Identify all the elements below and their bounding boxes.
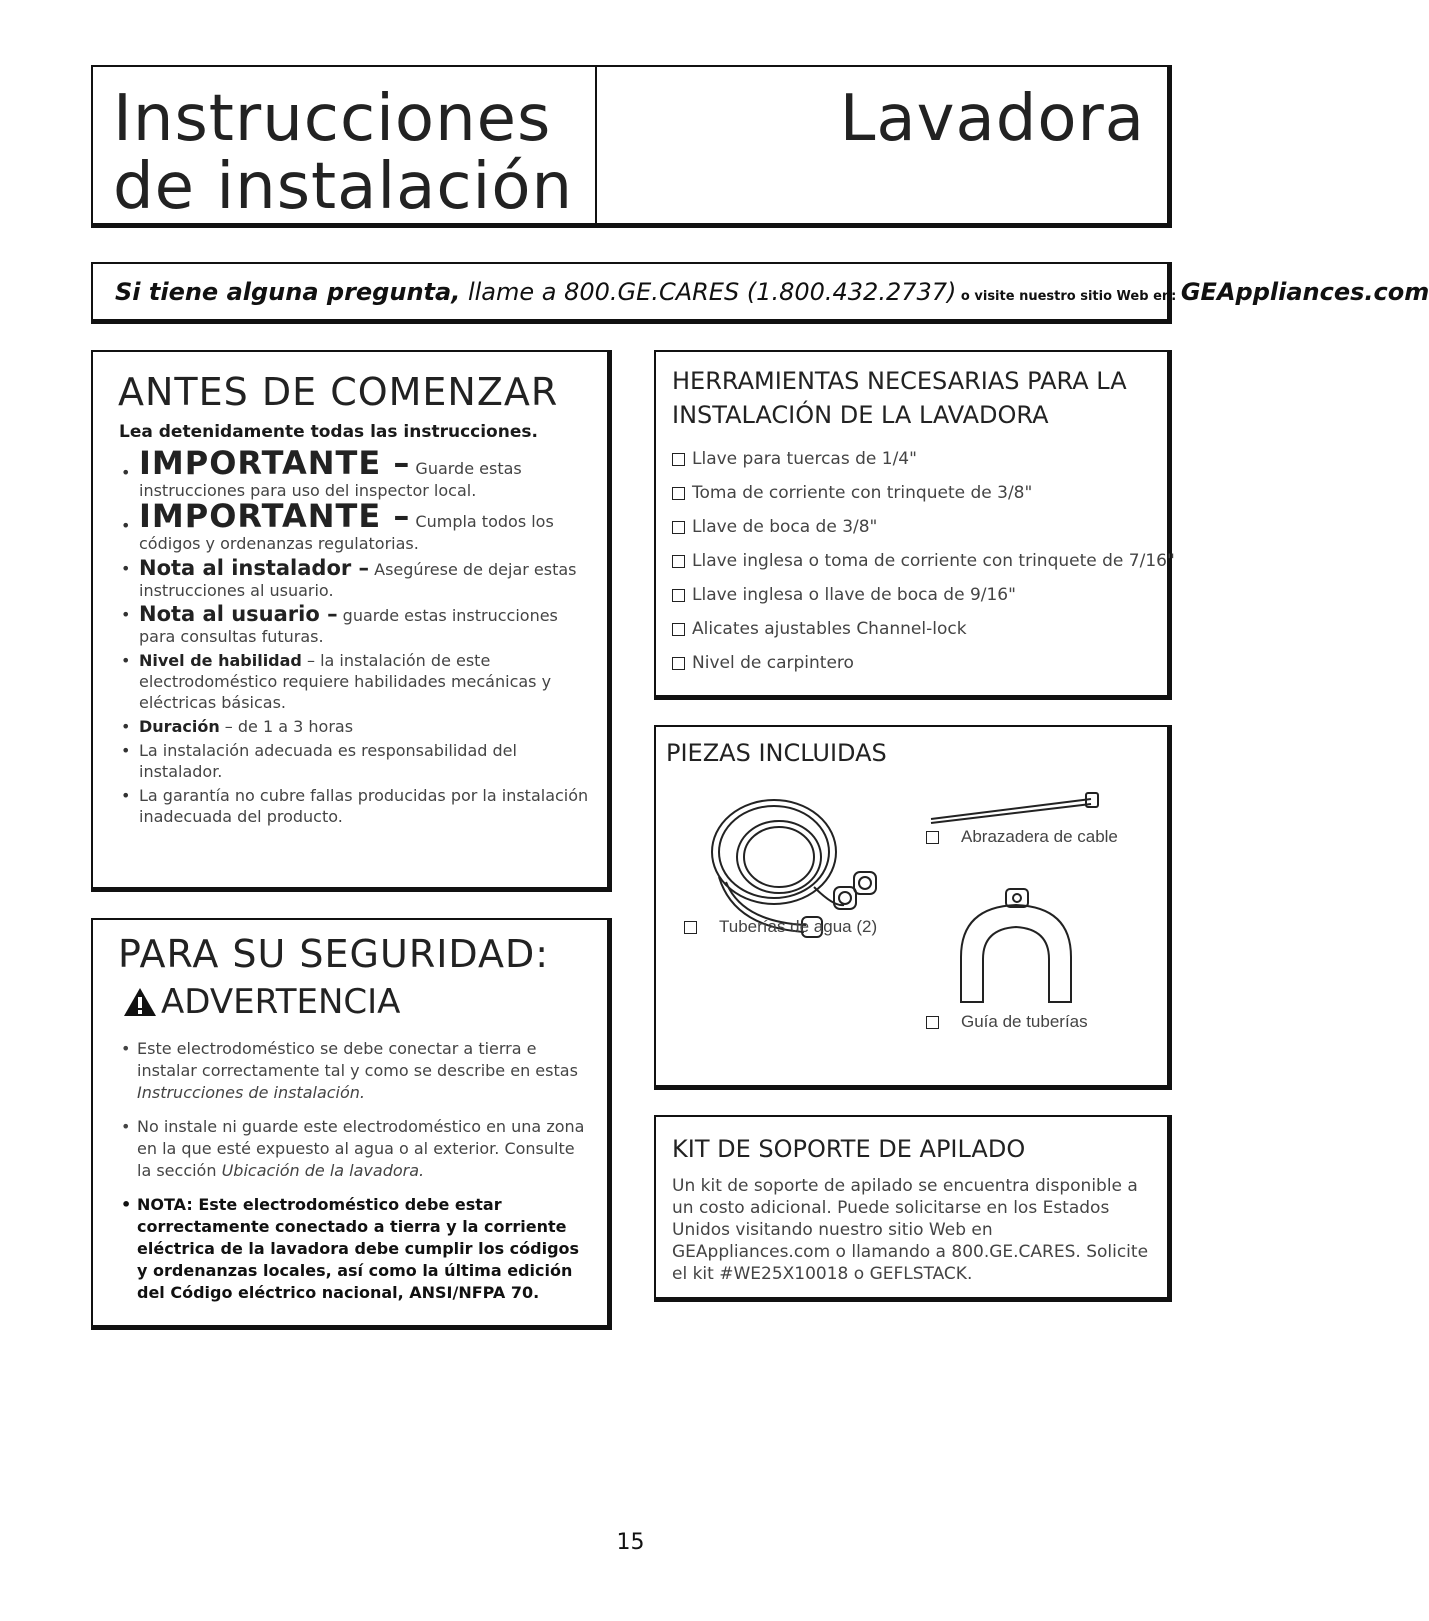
safety-list [119, 1038, 589, 1316]
list-item: Llave inglesa o llave de boca de 9/16" [672, 583, 1175, 607]
checkbox-icon [926, 1016, 939, 1029]
list-item: • La instalación adecuada es responsabilidad del instalador. [121, 741, 517, 781]
list-item: Llave para tuercas de 1/4" [672, 447, 1175, 471]
product-title: Lavadora [839, 82, 1145, 156]
checkbox-icon [672, 555, 685, 568]
title-box [91, 65, 597, 228]
contact-bar [91, 262, 1429, 324]
page-title: Instrucciones de instalación [113, 82, 574, 224]
checkbox-icon [684, 921, 697, 934]
checkbox-icon [926, 831, 939, 844]
list-item: • La garantía no cubre fallas producidas por la instalación inadecuada del producto. [121, 786, 589, 826]
list-item: • Nivel de habilidad – la instalación de este electrodoméstico requiere habilidades mecánicas y eléctricas básicas. [121, 651, 552, 712]
checkbox-icon [672, 453, 685, 466]
warning-heading: ADVERTENCIA [123, 982, 400, 1022]
checkbox-icon [672, 623, 685, 636]
list-item: • Nota al usuario – guarde estas instrucciones para consultas futuras. [121, 602, 558, 646]
cable-tie-label: Abrazadera de cable [926, 827, 1118, 847]
section-title: PIEZAS INCLUIDAS [666, 739, 887, 767]
list-item: Llave de boca de 3/8" [672, 515, 1175, 539]
stacking-kit-section [654, 1115, 1172, 1302]
list-item: Toma de corriente con trinquete de 3/8" [672, 481, 1175, 505]
list-item: Nivel de carpintero [672, 651, 1175, 675]
list-item: • IMPORTANTE – Cumpla todos los códigos y ordenanzas regulatorias. [121, 497, 554, 553]
page-number: 15 [616, 1530, 645, 1555]
section-subtitle: Lea detenidamente todas las instrucciones. [119, 422, 538, 442]
tools-list [672, 447, 1175, 685]
hose-guide-illustration [951, 887, 1091, 1007]
list-item: • No instale ni guarde este electrodoméstico en una zona en la que esté expuesto al agua o al exterior. Consulte la sección Ubicación de la lavadora. [121, 1117, 585, 1180]
list-item: • Este electrodoméstico se debe conectar a tierra e instalar correctamente tal y como se describe en estas Instrucciones de instalación. [121, 1039, 578, 1102]
section-title: KIT DE SOPORTE DE APILADO [672, 1135, 1026, 1163]
included-parts-section [654, 725, 1172, 1090]
cable-tie-illustration [926, 787, 1106, 827]
before-you-begin-section [91, 350, 612, 892]
list-item: • Duración – de 1 a 3 horas [121, 717, 354, 736]
list-item: • NOTA: Este electrodoméstico debe estar correctamente conectado a tierra y la corriente eléctrica de la lavadora debe cumplir los códigos y ordenanzas locales, así como la última edición del Código eléctrico nacional, ANSI/NFPA 70. [121, 1195, 580, 1302]
checkbox-icon [672, 657, 685, 670]
safety-section [91, 918, 612, 1330]
hoses-label: Tuberías de agua (2) [684, 917, 877, 937]
list-item: • Nota al instalador – Asegúrese de dejar estas instrucciones al usuario. [121, 556, 577, 600]
checkbox-icon [672, 589, 685, 602]
section-title: PARA SU SEGURIDAD: [118, 932, 550, 976]
kit-description: Un kit de soporte de apilado se encuentra disponible a un costo adicional. Puede solicitarse en los Estados Unidos visitando nuestro sitio Web en GEAppliances.com o llamando a 800.GE.CARES. Solicite el kit #WE25X10018 o GEFLSTACK. [672, 1176, 1149, 1284]
list-item: Alicates ajustables Channel-lock [672, 617, 1175, 641]
contact-text: Si tiene alguna pregunta, llame a 800.GE.CARES (1.800.432.2737) o visite nuestro sitio Web en: GEAppliances.com [115, 278, 1429, 306]
section-title: ANTES DE COMENZAR [118, 370, 559, 414]
list-item: Llave inglesa o toma de corriente con trinquete de 7/16" [672, 549, 1175, 573]
checkbox-icon [672, 487, 685, 500]
checkbox-icon [672, 521, 685, 534]
website-link[interactable]: GEAppliances.com [1180, 278, 1429, 306]
before-list [119, 444, 589, 830]
warning-triangle-icon [123, 987, 157, 1017]
section-title: HERRAMIENTAS NECESARIAS PARA LA INSTALACIÓN DE LA LAVADORA [672, 367, 1127, 429]
tools-section [654, 350, 1175, 700]
hose-guide-label: Guía de tuberías [926, 1012, 1088, 1032]
product-box [595, 65, 1172, 228]
list-item: • IMPORTANTE – Guarde estas instrucciones para uso del inspector local. [121, 444, 522, 500]
